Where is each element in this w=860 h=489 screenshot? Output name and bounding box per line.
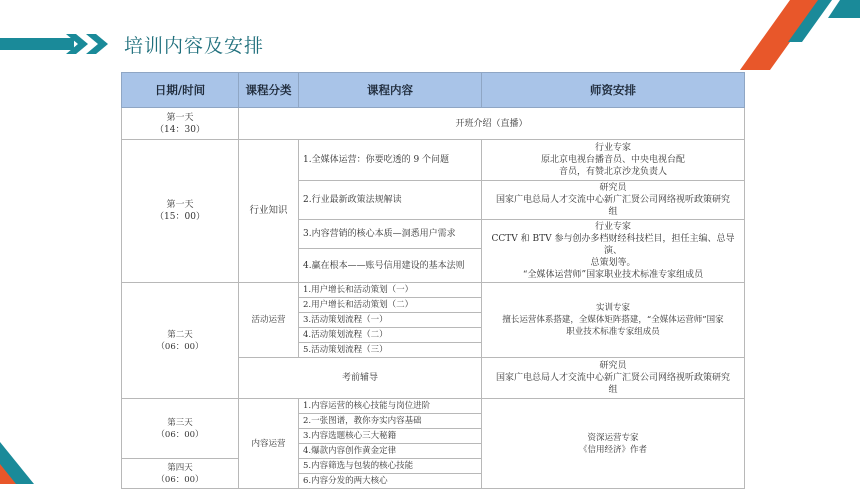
teacher-cell: 行业专家 CCTV 和 BTV 参与创办多档财经科技栏目，担任主编、总导演、 总策划等。 “全媒体运营师”国家职业技术标准专家组成员 bbox=[482, 220, 745, 283]
topic-cell: 3.活动策划流程（一） bbox=[299, 313, 482, 328]
teacher-cell: 实训专家 擅长运营体系搭建，全媒体矩阵搭建，“全媒体运营师”国家 职业技术标准专家组成员 bbox=[482, 283, 745, 358]
topic-cell: 1.用户增长和活动策划（一） bbox=[299, 283, 482, 298]
topic-cell: 3.内容营销的核心本质—洞悉用户需求 bbox=[299, 220, 482, 249]
topic-cell: 4.活动策划流程（二） bbox=[299, 328, 482, 343]
prep-cell: 考前辅导 bbox=[239, 358, 482, 399]
category-cell: 活动运营 bbox=[239, 283, 299, 358]
topic-cell: 4.赢在根本——账号信用建设的基本法则 bbox=[299, 249, 482, 283]
date-cell: 第三天 （06：00） bbox=[122, 399, 239, 459]
header-content: 课程内容 bbox=[299, 73, 482, 108]
topic-cell: 2.用户增长和活动策划（二） bbox=[299, 298, 482, 313]
header-date: 日期/时间 bbox=[122, 73, 239, 108]
page-title: 培训内容及安排 bbox=[124, 35, 265, 57]
date-cell: 第二天 （06：00） bbox=[122, 283, 239, 399]
teacher-cell: 研究员 国家广电总局人才交流中心新广汇贤公司网络视听政策研究 组 bbox=[482, 358, 745, 399]
topic-cell: 2.一张图谱，教你夯实内容基础 bbox=[299, 414, 482, 429]
table-row bbox=[122, 140, 745, 181]
date-cell: 第四天 （06：00） bbox=[122, 459, 239, 489]
header-category: 课程分类 bbox=[239, 73, 299, 108]
teacher-cell: 行业专家 原北京电视台播音员、中央电视台配 音员，有赞北京沙龙负责人 bbox=[482, 140, 745, 181]
category-cell: 行业知识 bbox=[239, 140, 299, 283]
chevron-arrows-icon bbox=[62, 32, 116, 56]
topic-cell: 1.内容运营的核心技能与岗位进阶 bbox=[299, 399, 482, 414]
category-cell: 内容运营 bbox=[239, 399, 299, 489]
topic-cell: 3.内容选题核心三大秘籍 bbox=[299, 429, 482, 444]
topic-cell: 2.行业最新政策法规解读 bbox=[299, 181, 482, 220]
teacher-cell: 资深运营专家 《信用经济》作者 bbox=[482, 399, 745, 489]
topic-cell: 1.全媒体运营：你要吃透的 9 个问题 bbox=[299, 140, 482, 181]
schedule-table bbox=[121, 72, 745, 489]
date-cell: 第一天 （14：30） bbox=[122, 108, 239, 140]
topic-cell: 6.内容分发的两大核心 bbox=[299, 474, 482, 489]
date-cell: 第一天 （15：00） bbox=[122, 140, 239, 283]
corner-decoration bbox=[720, 0, 860, 70]
teacher-cell: 研究员 国家广电总局人才交流中心新广汇贤公司网络视听政策研究 组 bbox=[482, 181, 745, 220]
table-row bbox=[122, 283, 745, 298]
table-header-row bbox=[122, 73, 745, 108]
corner-decoration-bottom bbox=[0, 434, 70, 484]
table-row bbox=[122, 399, 745, 414]
topic-cell: 5.活动策划流程（三） bbox=[299, 343, 482, 358]
topic-cell: 5.内容筛选与包装的核心技能 bbox=[299, 459, 482, 474]
header-teacher: 师资安排 bbox=[482, 73, 745, 108]
topic-cell: 4.爆款内容创作黄金定律 bbox=[299, 444, 482, 459]
opening-content: 开班介绍（直播） bbox=[239, 108, 745, 140]
table-row bbox=[122, 108, 745, 140]
